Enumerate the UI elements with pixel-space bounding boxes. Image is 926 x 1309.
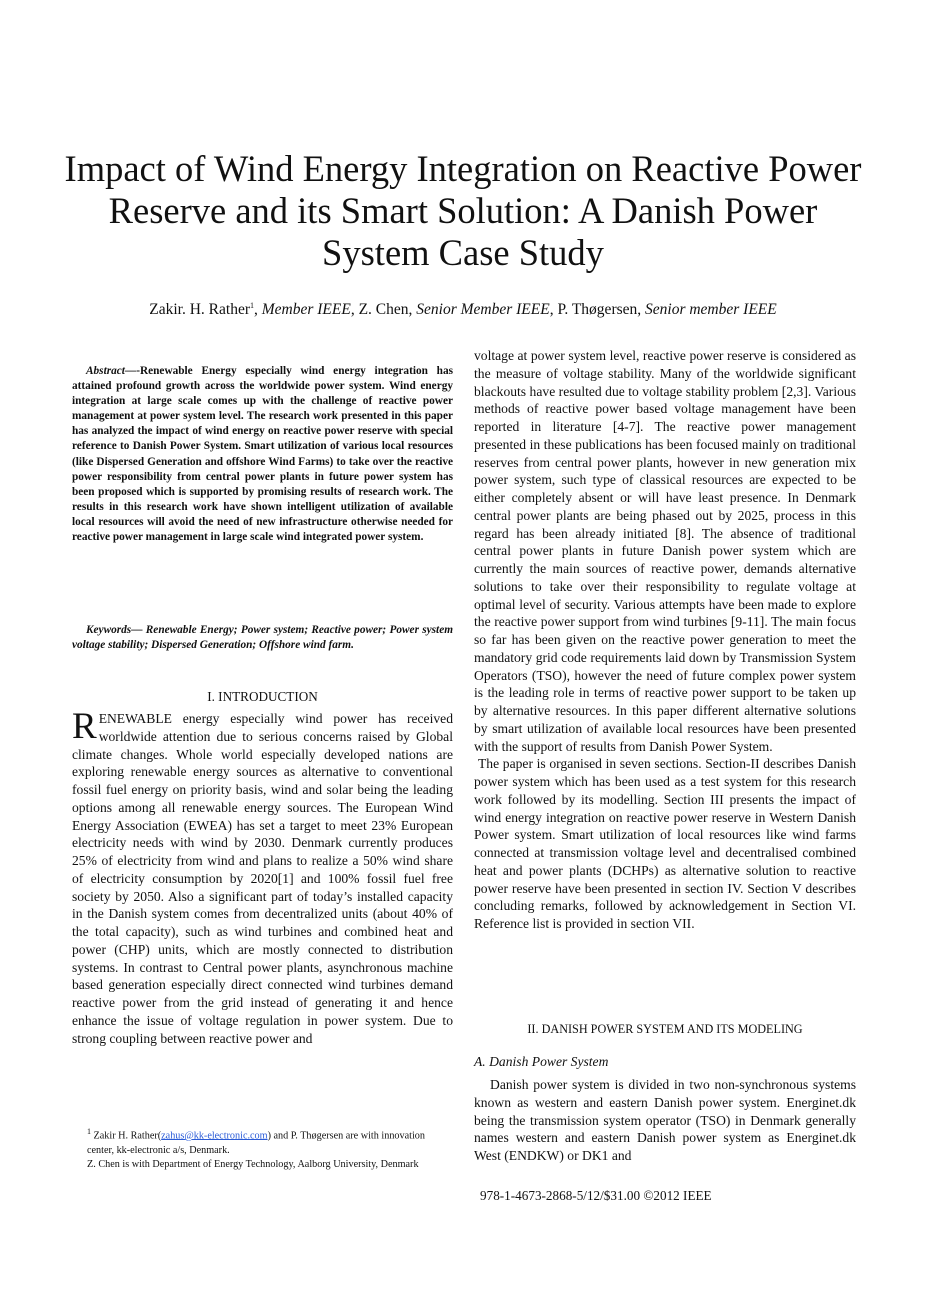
- right-column-text: [474, 347, 856, 933]
- danish-system-paragraph: [474, 1076, 856, 1165]
- abstract-text: —-Renewable Energy especially wind energy integration has attained profound growth across the worldwide power system. Wind energy integration at large scale comes up with the challenge of reactive power management at power system level. The research work presented in this paper has analyzed the impact of wind energy on reactive power reserve with special reference to Danish Power System. Smart utilization of various local resources (like Dispersed Generation and offshore Wind Farms) to take over the reactive power responsibility from central power plants in future power system has been proposed which is supported by promising results of research work. The results in this research work have shown intelligent utilization of available local resources will avoid the need of new infrastructure otherwise needed for reactive power management in large scale wind integrated power system.: [72, 365, 453, 544]
- isbn-copyright: 978-1-4673-2868-5/12/$31.00 ©2012 IEEE: [480, 1188, 712, 1203]
- right-para-organisation: The paper is organised in seven sections. Section-II describes Danish power system which has been used as a test system for this research work followed by its modelling. Section III presents the impact of wind energy integration on reactive power reserve in Western Danish Power system. Smart utilization of local resources like wind farms connected at transmission voltage level and decentralised combined heat and power plants (DCHPs) as alternative solution to reactive power reserve have been presented in section IV. Section V describes concluding remarks, followed by acknowledgement in Section VI. Reference list is provided in section VII.: [474, 756, 856, 931]
- author-1-role: Member IEEE: [261, 301, 351, 319]
- right-para-continued: voltage at power system level, reactive power reserve is considered as the measure of voltage stability. Many of the worldwide significant blackouts have resulted due to voltage stability problem [2,3]. Various methods of reactive power based voltage management have been reported in literature [4-7]. The reactive power management presented in these publications has been focused mainly on traditional reserves from central power plants, however in new generation mix power system, such type of classical resources are expected to be either completely absent or will have least presence. In Denmark central power plants are being phased out by 2025, process in this regard has been already initiated [8]. The absence of traditional central power plants in future Danish power system which are currently the main sources of reactive power, demands alternative solutions to take over their responsibility to regulate voltage at optimal level of security. Various attempts have been made to explore the reactive power support from wind turbines [9-11]. The main focus so far has been given on the reactive power generation to meet the mandatory grid code requirements laid down by Transmission System Operators (TSO), however the need of future complex power system is the leading role in terms of reactive power support to be taken up by alternative resources. In this paper different alternative solutions by smart utilization of available local resources have been presented with the support of results from Danish Power System.: [474, 348, 856, 754]
- keywords: [72, 623, 453, 653]
- author-2-role: Senior Member IEEE: [416, 301, 550, 319]
- abstract: [72, 364, 453, 545]
- author-1-footnote-mark: 1: [250, 301, 254, 310]
- author-2-name: Z. Chen: [358, 301, 409, 319]
- intro-paragraph: [72, 706, 453, 1047]
- author-1-name: Zakir. H. Rather: [149, 301, 250, 319]
- footnote: [87, 1125, 447, 1172]
- keywords-text: Keywords— Renewable Energy; Power system; Reactive power; Power system voltage stability; Dispersed Generation; Offshore wind farm.: [72, 624, 453, 652]
- subsection-a-heading: A. Danish Power System: [474, 1054, 609, 1069]
- section-2-heading: II. DANISH POWER SYSTEM AND ITS MODELING: [527, 1022, 803, 1036]
- author-line: Zakir. H. Rather$^1$, Member IEEE, Z. Chen, Senior Member IEEE, P. Thøgersen, Senior member IEEE: [149, 301, 777, 319]
- abstract-label: Abstract: [86, 365, 125, 377]
- footnote-line1-pre: Zakir H. Rather(: [93, 1130, 162, 1142]
- danish-para: Danish power system is divided in two non-synchronous systems known as western and eastern Danish power system. Energinet.dk being the transmission system operator (TSO) in Denmark generally names western and eastern Danish power system as Energinet.dk West (ENDKW) or DK1 and: [474, 1077, 856, 1163]
- author-email-link[interactable]: zahus@kk-electronic.com: [161, 1130, 268, 1142]
- section-1-heading: I. INTRODUCTION: [207, 689, 318, 704]
- footnote-line1-post: ) and P. Thøgersen are with innovation center, kk-electronic a/s, Denmark.: [87, 1130, 425, 1156]
- footnote-line2: Z. Chen is with Department of Energy Technology, Aalborg University, Denmark: [87, 1158, 419, 1170]
- footnote-mark: 1: [87, 1127, 91, 1136]
- author-3-role: Senior member IEEE: [645, 301, 777, 319]
- intro-text: ENEWABLE energy especially wind power has received worldwide attention due to serious concerns raised by Global climate changes. Whole world especially developed nations are exploring renewable energy sources as alternative to conventional fossil fuel energy on priority basis, wind and solar being the leading options among all renewable energy sources. The European Wind Energy Association (EWEA) has set a target to meet 23% European electricity needs with wind by 2030. Denmark currently produces 25% of electricity from wind and plans to realize a 50% wind share of electricity consumption by 2020[1] and 100% fossil fuel free society by 2050. Also a significant part of today’s installed capacity in the Danish system comes from decentralized units (about 40% of the total capacity), such as wind turbines and combined heat and power (CHP) units, which are mostly connected to distribution systems. In contrast to Central power plants, asynchronous machine based generation especially direct connected wind turbines demand reactive power from the grid instead of generating it and hence enhance the issue of voltage regulation in power system. Due to strong coupling between reactive power and: [72, 711, 453, 1046]
- paper-title: Impact of Wind Energy Integration on Reactive Power Reserve and its Smart Solution: A Danish Power System Case Study: [64, 148, 862, 273]
- drop-cap: R: [72, 706, 97, 747]
- author-3-name: P. Thøgersen: [557, 301, 638, 319]
